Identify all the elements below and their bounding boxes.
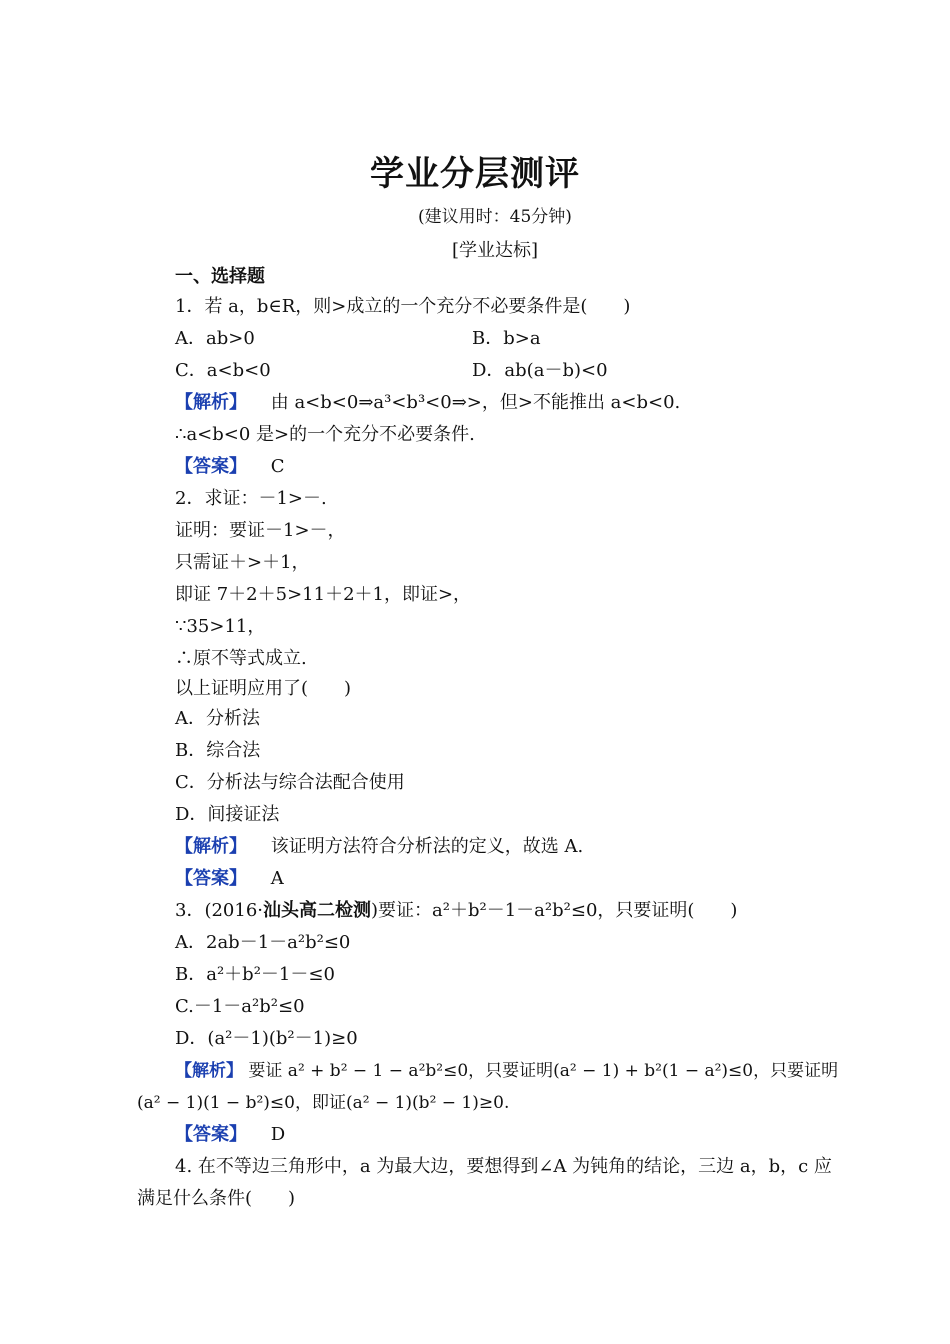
q3-option-c: C.－1－a²b²≤0 [175,996,305,1017]
q2-option-a: A．分析法 [175,708,260,729]
q3-option-d: D．(a²－1)(b²－1)≥0 [175,1028,358,1049]
section-heading: [学业达标] [451,240,539,261]
q1-analysis-tag: 【解析】 [175,392,247,413]
q3-answer-tag: 【答案】 [175,1124,247,1145]
q3-answer [175,1124,285,1146]
q2-proof-line-5: ∴原不等式成立. [175,648,307,669]
q2-analysis-tag: 【解析】 [175,836,247,857]
q1-answer-value: C [270,456,285,477]
q1-option-d: D．ab(a－b)<0 [472,360,608,381]
q2-option-c: C．分析法与综合法配合使用 [175,772,405,793]
q4-stem-continued: 满足什么条件( ) [137,1188,296,1209]
q1-option-a: A．ab>0 [175,328,255,349]
q1-answer [175,456,285,478]
q1-options-row2 [175,360,875,382]
q3-answer-value: D [270,1124,286,1145]
page-title: 学业分层测评 [370,154,580,194]
q3-option-a: A．2ab－1－a²b²≤0 [175,932,351,953]
q3-stem-prefix: 3．(2016· [175,900,264,921]
q2-analysis [175,836,583,858]
q3-analysis-tag: 【解析】 [175,1061,243,1081]
q2-proof-line-3: 即证 7＋2＋5>11＋2＋1，即证>， [175,584,472,605]
q2-option-b: B．综合法 [175,740,261,761]
q3-stem-rest: )要证：a²＋b²－1－a²b²≤0，只要证明( ) [371,900,738,921]
q3-stem [175,900,737,922]
q1-stem: 1．若 a，b∈R，则>成立的一个充分不必要条件是( ) [175,296,631,317]
q2-proof-line-2: 只需证＋>＋1， [175,552,310,573]
part-heading: 一、选择题 [175,266,265,287]
q3-stem-source: 汕头高二检测 [263,900,372,921]
q1-option-b: B．b>a [472,328,541,349]
q2-proof-line-4: ∵35>11， [175,616,266,637]
q3-option-b: B．a²＋b²－1－≤0 [175,964,335,985]
q1-analysis [175,392,680,414]
q1-analysis-conclusion: ∴a<b<0 是>的一个充分不必要条件. [175,424,475,445]
q1-option-c: C．a<b<0 [175,360,271,381]
q2-stem: 2．求证：－1>－. [175,488,327,509]
q2-answer-tag: 【答案】 [175,868,247,889]
q2-proof-line-1: 证明：要证－1>－， [175,520,346,541]
q2-question: 以上证明应用了( ) [175,678,352,699]
time-suggestion: (建议用时：45分钟) [418,207,572,227]
q2-option-d: D．间接证法 [175,804,280,825]
q1-answer-tag: 【答案】 [175,456,247,477]
q3-analysis-continued: (a² − 1)(1 − b²)≤0，即证(a² − 1)(b² − 1)≥0. [137,1093,510,1113]
q4-stem: 4. 在不等边三角形中，a 为最大边，要想得到∠A 为钝角的结论，三边 a，b，c 应 [175,1156,832,1177]
q2-answer-value: A [270,868,284,889]
q3-analysis [175,1060,838,1082]
q2-answer [175,868,284,890]
q2-analysis-text: 该证明方法符合分析法的定义，故选 A. [270,836,584,857]
q3-analysis-text: 要证 a² + b² − 1 − a²b²≤0，只要证明(a² − 1) + b²(1 − a²)≤0，只要证明 [248,1061,839,1081]
q1-analysis-text: 由 a<b<0⇒a³<b³<0⇒>，但>不能推出 a<b<0. [270,392,681,413]
q1-options-row1 [175,328,875,350]
